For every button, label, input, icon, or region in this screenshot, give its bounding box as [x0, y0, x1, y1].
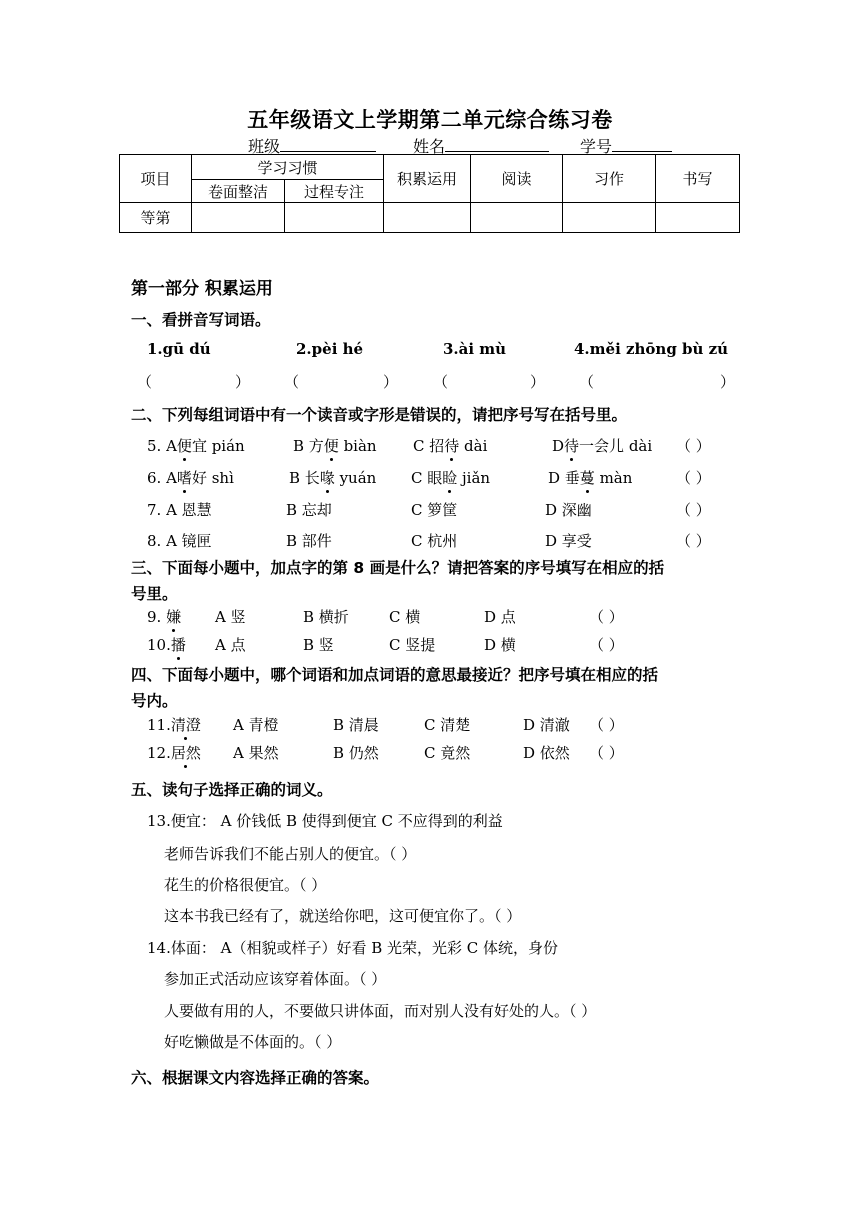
- th-reading: 阅读: [471, 155, 563, 203]
- q3-row-10: 10.播: [147, 636, 186, 654]
- q2-row-7-d: D 深幽: [545, 501, 592, 519]
- page-title: 五年级语文上学期第二单元综合练习卷: [247, 108, 613, 132]
- q2-row-5-answer[interactable]: （ ）: [676, 437, 711, 455]
- q2-row-7-b: B 忘却: [286, 501, 332, 519]
- q5-13-sentence-2: 花生的价格很便宜。（ ）: [164, 876, 327, 894]
- q2-row-7-answer[interactable]: （ ）: [676, 501, 711, 519]
- q2-row-5-b: B 方便 biàn: [293, 437, 377, 455]
- class-blank[interactable]: [280, 137, 376, 152]
- q2-row-8-d: D 享受: [545, 532, 592, 550]
- th-accum: 积累运用: [384, 155, 471, 203]
- q2-row-8-a: 8. A 镜匣: [147, 532, 212, 550]
- q2-row-5-d: D待一会儿 dài: [552, 437, 653, 455]
- q4-row-12-c: C 竟然: [424, 744, 471, 762]
- cell-focus[interactable]: [285, 203, 384, 233]
- q3-row-9-answer[interactable]: （ ）: [589, 608, 624, 626]
- q2-row-8-b: B 部件: [286, 532, 332, 550]
- name-label: 姓名: [413, 137, 446, 156]
- cell-neat[interactable]: [192, 203, 285, 233]
- q3-row-9-a: A 竖: [215, 608, 246, 626]
- cell-reading[interactable]: [471, 203, 563, 233]
- q1-answer-3-open: （: [433, 373, 449, 391]
- part-heading: 第一部分 积累运用: [131, 279, 273, 299]
- q2-row-5-num: 5. A便宜 pián: [147, 437, 245, 455]
- th-grade: 等第: [120, 203, 192, 233]
- q1-answer-3-close: ）: [530, 373, 546, 391]
- q4-row-12-d: D 依然: [523, 744, 570, 762]
- q2-row-6-c: C 眼睑 jiǎn: [411, 469, 491, 487]
- q2-row-7-a: 7. A 恩慧: [147, 501, 212, 519]
- q6-title: 六、根据课文内容选择正确的答案。: [131, 1069, 380, 1087]
- score-table: [119, 154, 740, 233]
- q2-title: 二、下列每组词语中有一个读音或字形是错误的，请把序号写在括号里。: [131, 406, 628, 424]
- q4-row-11-a: A 青橙: [233, 716, 279, 734]
- q1-answer-2-close: ）: [383, 373, 399, 391]
- th-handwriting: 书写: [656, 155, 740, 203]
- q1-answer-2-open: （: [284, 373, 300, 391]
- q5-13-sentence-3: 这本书我已经有了，就送给你吧，这可便宜你了。（ ）: [164, 907, 522, 925]
- cell-handwriting[interactable]: [656, 203, 740, 233]
- th-writing: 习作: [563, 155, 656, 203]
- number-blank[interactable]: [612, 137, 672, 152]
- q3-row-9: 9. 嫌: [147, 608, 182, 626]
- q5-14-sentence-3: 好吃懒做是不体面的。（ ）: [164, 1033, 342, 1051]
- name-blank[interactable]: [445, 137, 549, 152]
- q4-row-11-answer[interactable]: （ ）: [589, 716, 624, 734]
- q3-row-10-c: C 竖提: [389, 636, 436, 654]
- q4-row-11-c: C 清楚: [424, 716, 471, 734]
- q3-row-9-b: B 横折: [303, 608, 349, 626]
- class-label: 班级: [248, 137, 281, 156]
- number-label: 学号: [580, 137, 613, 156]
- q1-item-2: 2.pèi hé: [296, 340, 364, 358]
- q2-row-6-d: D 垂蔓 màn: [548, 469, 633, 487]
- th-focus: 过程专注: [285, 180, 384, 203]
- q1-answer-1-open: （: [137, 373, 153, 391]
- q4-row-11-b: B 清晨: [333, 716, 379, 734]
- q1-answer-4-open: （: [579, 373, 595, 391]
- q2-row-6-b: B 长喙 yuán: [289, 469, 377, 487]
- q5-13-sentence-1: 老师告诉我们不能占别人的便宜。（ ）: [164, 845, 417, 863]
- cell-accum[interactable]: [384, 203, 471, 233]
- q3-row-10-answer[interactable]: （ ）: [589, 636, 624, 654]
- th-neat: 卷面整洁: [192, 180, 285, 203]
- q1-answer-4-close: ）: [720, 373, 736, 391]
- q5-14-sentence-2: 人要做有用的人，不要做只讲体面，而对别人没有好处的人。（ ）: [164, 1002, 597, 1020]
- q3-row-10-d: D 横: [484, 636, 516, 654]
- q1-item-4: 4.měi zhōng bù zú: [574, 340, 729, 358]
- q5-title: 五、读句子选择正确的词义。: [131, 781, 333, 799]
- q4-row-12-b: B 仍然: [333, 744, 379, 762]
- q1-item-1: 1.gū dú: [147, 340, 211, 358]
- q2-row-8-c: C 杭州: [411, 532, 458, 550]
- q5-13-options: 13.便宜： A 价钱低 B 使得到便宜 C 不应得到的利益: [147, 812, 503, 830]
- q2-row-7-c: C 箩筐: [411, 501, 458, 519]
- q2-row-5-c: C 招待 dài: [413, 437, 488, 455]
- q5-14-options: 14.体面： A（相貌或样子）好看 B 光荣，光彩 C 体统，身份: [147, 939, 559, 957]
- q4-row-11: 11.清澄: [147, 716, 201, 734]
- th-item: 项目: [120, 155, 192, 203]
- q4-row-11-d: D 清澈: [523, 716, 570, 734]
- q1-answer-1-close: ）: [235, 373, 251, 391]
- q3-row-9-c: C 横: [389, 608, 421, 626]
- q3-title-line1: 三、下面每小题中，加点字的第 8 画是什么？请把答案的序号填写在相应的括: [131, 559, 665, 577]
- th-habit: 学习习惯: [192, 155, 384, 180]
- q4-title-line2: 号内。: [131, 692, 178, 710]
- q3-title-line2: 号里。: [131, 585, 178, 603]
- q3-row-10-a: A 点: [215, 636, 246, 654]
- q2-row-8-answer[interactable]: （ ）: [676, 532, 711, 550]
- q2-row-6-answer[interactable]: （ ）: [676, 469, 711, 487]
- q4-row-12-a: A 果然: [233, 744, 279, 762]
- q1-title: 一、看拼音写词语。: [131, 311, 271, 329]
- q3-row-9-d: D 点: [484, 608, 516, 626]
- cell-writing[interactable]: [563, 203, 656, 233]
- q4-row-12: 12.居然: [147, 744, 201, 762]
- q4-title-line1: 四、下面每小题中，哪个词语和加点词语的意思最接近？把序号填在相应的括: [131, 666, 659, 684]
- q1-item-3: 3.ài mù: [443, 340, 507, 358]
- q5-14-sentence-1: 参加正式活动应该穿着体面。（ ）: [164, 970, 387, 988]
- q4-row-12-answer[interactable]: （ ）: [589, 744, 624, 762]
- q2-row-6-num: 6. A嗜好 shì: [147, 469, 234, 487]
- q3-row-10-b: B 竖: [303, 636, 334, 654]
